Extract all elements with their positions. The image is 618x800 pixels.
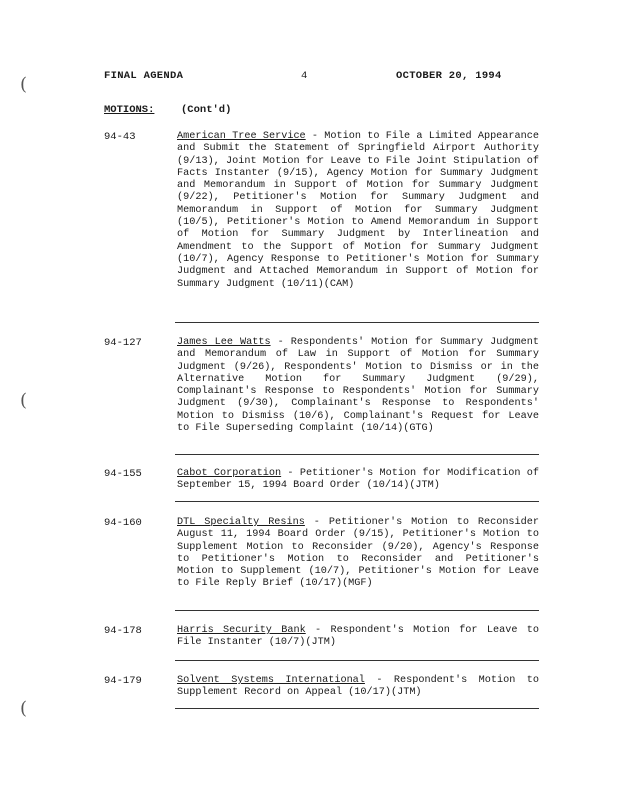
section-label: MOTIONS: <box>104 104 155 116</box>
item-text <box>177 468 539 493</box>
motion-description: - Respondents' Motion for Summary Judgment and Memorandum of Law in Support of Motion for Summary Judgment (9/26), Respondents' Motion to Dismiss or in the Alternative Motion for Summary Judgment (9/29), Complainant's Response to Respondents' Motion for Summary Judgment (9/30), Complainant's Response to Respondents' Motion to Dismiss (10/6), Complainant's Request for Leave to File Superseding Complaint (10/14)(GTG) <box>177 337 539 435</box>
motion-description: - Respondent's Motion to Supplement Record on Appeal (10/17)(JTM) <box>177 675 539 699</box>
margin-mark-bottom: ( <box>20 698 28 719</box>
margin-mark-middle: ( <box>20 390 28 411</box>
docket-number: 94-155 <box>104 468 142 480</box>
page-number: 4 <box>301 70 308 82</box>
divider-rule <box>175 610 539 611</box>
item-text <box>177 517 539 591</box>
divider-rule <box>175 501 539 502</box>
divider-rule <box>175 660 539 661</box>
docket-number: 94-127 <box>104 337 142 349</box>
docket-number: 94-178 <box>104 625 142 637</box>
section-continued: (Cont'd) <box>181 104 232 116</box>
item-text <box>177 337 539 435</box>
motion-description: - Respondent's Motion for Leave to File Instanter (10/7)(JTM) <box>177 625 539 649</box>
divider-rule <box>175 322 539 323</box>
docket-number: 94-179 <box>104 675 142 687</box>
party-name: Harris Security Bank <box>177 625 306 636</box>
divider-rule <box>175 454 539 455</box>
motion-description: - Petitioner's Motion for Modification of September 15, 1994 Board Order (10/14)(JTM) <box>177 468 539 492</box>
docket-number: 94-160 <box>104 517 142 529</box>
agenda-date: OCTOBER 20, 1994 <box>396 70 502 82</box>
docket-number: 94-43 <box>104 131 136 143</box>
motion-description: - Motion to File a Limited Appearance and Submit the Statement of Springfield Airport Authority (9/13), Joint Motion for Leave to File Joint Stipulation of Facts Instanter (9/15), Agency Motion for Summary Judgment and Memorandum in Support of Motion for Summary Judgment (9/22), Petitioner's Motion for Summary Judgment and Memorandum in Support of Motion for Summary Judgment (10/5), Petitioner's Motion to Amend Memorandum in Support of Motion for Summary Judgment by Interlineation and Amendment to the Support of Motion for Summary Judgment (10/7), Agency Response to Petitioner's Motion for Summary Judgment and Attached Memorandum in Support of Motion for Summary Judgment (10/11)(CAM) <box>177 131 539 290</box>
party-name: Solvent Systems International <box>177 675 365 686</box>
party-name: Cabot Corporation <box>177 468 282 479</box>
motion-description: - Petitioner's Motion to Reconsider August 11, 1994 Board Order (9/15), Petitioner's Motion to Supplement Motion to Reconsider (9/20), Agency's Response to Petitioner's Motion to Reconsider and Petitioner's Motion to Supplement (10/7), Petitioner's Motion for Leave to File Reply Brief (10/17)(MGF) <box>177 517 539 590</box>
divider-rule <box>175 708 539 709</box>
item-text <box>177 675 539 700</box>
agenda-title: FINAL AGENDA <box>104 70 184 82</box>
party-name: American Tree Service <box>177 131 306 142</box>
party-name: James Lee Watts <box>177 337 271 348</box>
item-text <box>177 131 539 291</box>
margin-mark-top: ( <box>20 74 28 95</box>
party-name: DTL Specialty Resins <box>177 517 305 528</box>
item-text <box>177 625 539 650</box>
